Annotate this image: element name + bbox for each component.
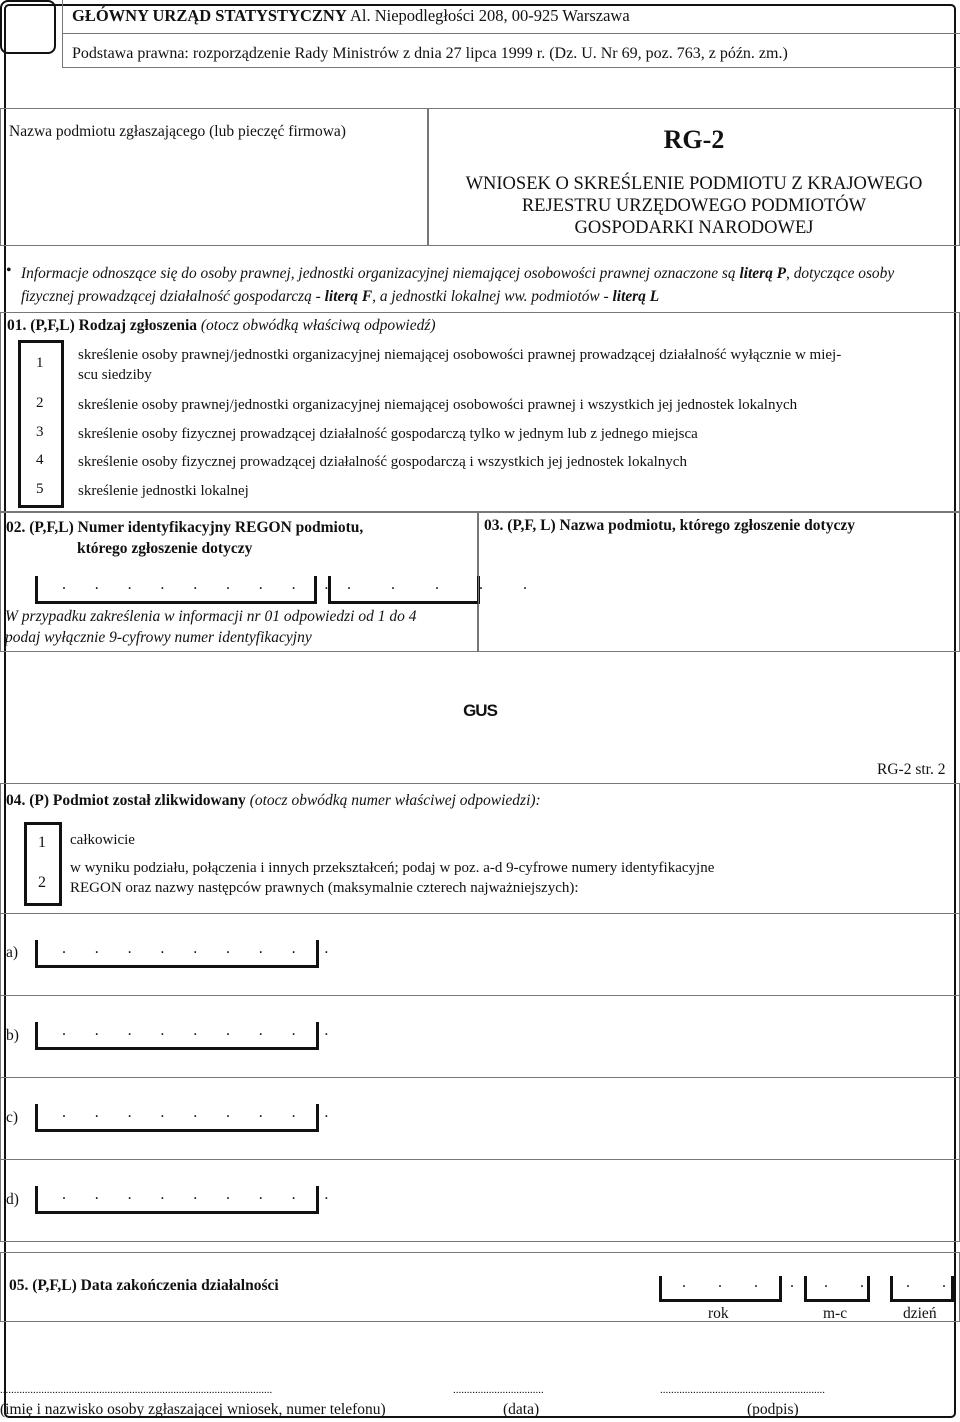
info-line-1-a: Informacje odnoszące się do osoby prawnej, jednostki organizacyjnej niemającej osobowości prawnej oznaczone są	[21, 265, 740, 282]
end-date-day-dots: . .	[906, 1274, 960, 1291]
option-5-number[interactable]: 5	[36, 481, 44, 497]
section-01-heading	[7, 317, 436, 335]
form-title-line-3: GOSPODARKI NARODOWEJ	[574, 218, 814, 238]
gus-logo-text: GUS	[4, 4, 956, 1418]
stamp-label: Nazwa podmiotu zgłaszającego (lub pieczęć firmowa)	[9, 123, 346, 140]
info-line-2	[21, 288, 659, 306]
option-1-text-line-2: scu siedziby	[78, 367, 152, 383]
header-bottom-rule	[62, 67, 960, 68]
signature-sign-line[interactable]: ............................................................	[660, 1384, 825, 1396]
option-1-text-line-1: skreślenie osoby prawnej/jednostki organizacyjnej niemającej osobowości prawnej prowadzącej działalność wyłącznie w miej-	[78, 347, 842, 363]
section-04-label: 04. (P) Podmiot został zlikwidowany	[6, 792, 246, 809]
successor-d-label: d)	[6, 1191, 19, 1208]
end-date-day-label: dzień	[903, 1305, 937, 1322]
info-letter-p: literą P	[739, 265, 787, 282]
info-letter-l: literą L	[612, 288, 660, 305]
successor-a-dots: . . . . . . . . .	[62, 940, 341, 957]
regon-note	[5, 606, 416, 648]
form-title-line-1: WNIOSEK O SKREŚLENIE PODMIOTU Z KRAJOWEGO	[465, 174, 923, 194]
form-title	[429, 173, 959, 239]
legal-basis: Podstawa prawna: rozporządzenie Rady Ministrów z dnia 27 lipca 1999 r. (Dz. U. Nr 69, poz. 763, z późn. zm.)	[72, 45, 788, 62]
successor-b-label: b)	[6, 1027, 19, 1044]
header-divider	[62, 33, 960, 34]
successor-d-dots: . . . . . . . . .	[62, 1186, 341, 1203]
end-date-year-dots: . . . .	[682, 1274, 808, 1291]
form-code: RG-2	[663, 125, 725, 154]
option-3-text[interactable]: skreślenie osoby fizycznej prowadzącej działalność gospodarczą tylko w jednym lub z jednego miejsca	[78, 426, 698, 442]
option-1-number[interactable]: 1	[36, 355, 44, 371]
successor-b-dots: . . . . . . . . .	[62, 1022, 341, 1039]
signature-date-line[interactable]: .................................	[453, 1384, 544, 1396]
successor-a-label: a)	[6, 944, 19, 961]
page-2-label: RG-2 str. 2	[877, 761, 946, 778]
regon-note-line-1: W przypadku zakreślenia w informacji nr 01 odpowiedzi od 1 do 4	[5, 608, 417, 625]
section-04-box	[0, 783, 960, 1242]
s04-option-2-text-line-2: REGON oraz nazwy następców prawnych (maksymalnie czterech najważniejszych):	[70, 880, 579, 896]
row-c-top-rule	[0, 1077, 960, 1078]
option-2-number[interactable]: 2	[36, 395, 44, 411]
info-bullet: •	[6, 262, 12, 279]
section-03-label: 03. (P,F, L) Nazwa podmiotu, którego zgłoszenie dotyczy	[484, 517, 855, 534]
option-2-text[interactable]: skreślenie osoby prawnej/jednostki organizacyjnej niemającej osobowości prawnej i wszystkich jej jednostek lokalnych	[78, 397, 798, 413]
form-title-line-2: REJESTRU URZĘDOWEGO PODMIOTÓW	[521, 196, 867, 216]
header-left-rule	[62, 0, 63, 68]
end-date-month-label: m-c	[823, 1305, 848, 1322]
info-line-2-c: , a jednostki lokalnej ww. podmiotów -	[372, 288, 613, 305]
signature-name-line[interactable]: ...................................................................................................	[0, 1384, 273, 1396]
row-a-top-rule	[0, 913, 960, 914]
institution-address: Al. Niepodległości 208, 00-925 Warszawa	[349, 6, 630, 25]
s04-option-2-text[interactable]	[70, 858, 714, 898]
section-03-box[interactable]	[478, 512, 960, 652]
end-date-month-dots: . .	[824, 1274, 878, 1291]
institution-header	[72, 6, 630, 26]
s04-option-1-text[interactable]: całkowicie	[70, 832, 135, 848]
regon-5-digit-dots: . . . . .	[347, 576, 545, 593]
s04-option-2-text-line-1: w wyniku podziału, połączenia i innych przekształceń; podaj w poz. a-d 9-cyfrowe numery identyfikacyjne	[70, 860, 715, 876]
info-line-1-c: , dotyczące osoby	[786, 265, 895, 282]
signature-date-caption: (data)	[503, 1401, 540, 1418]
option-4-number[interactable]: 4	[36, 452, 44, 468]
s04-option-2-number[interactable]: 2	[38, 874, 46, 891]
row-b-top-rule	[0, 995, 960, 996]
s04-option-1-number[interactable]: 1	[38, 834, 46, 851]
info-line-1	[21, 265, 894, 283]
successor-c-label: c)	[6, 1109, 19, 1126]
signature-name-caption: (imię i nazwisko osoby zgłaszającej wniosek, numer telefonu)	[0, 1401, 386, 1418]
option-5-text[interactable]: skreślenie jednostki lokalnej	[78, 483, 249, 499]
end-date-year-label: rok	[708, 1305, 729, 1322]
institution-name: GŁÓWNY URZĄD STATYSTYCZNY	[72, 6, 347, 25]
section-05-label: 05. (P,F,L) Data zakończenia działalności	[9, 1277, 279, 1294]
section-01-label: 01. (P,F,L) Rodzaj zgłoszenia	[7, 317, 198, 334]
stamp-field[interactable]	[0, 108, 428, 246]
section-02-label-line-2: którego zgłoszenie dotyczy	[77, 540, 253, 557]
option-4-text[interactable]: skreślenie osoby fizycznej prowadzącej działalność gospodarczą i wszystkich jej jednostek lokalnych	[78, 454, 687, 470]
section-02-label	[6, 517, 363, 559]
regon-9-digit-dots: . . . . . . . . .	[62, 576, 341, 593]
section-04-hint: (otocz obwódką numer właściwej odpowiedzi):	[249, 792, 541, 809]
section-02-label-line-1: 02. (P,F,L) Numer identyfikacyjny REGON podmiotu,	[6, 519, 364, 536]
row-d-top-rule	[0, 1159, 960, 1160]
form-title-box	[428, 108, 960, 246]
info-letter-f: literą F	[324, 288, 373, 305]
info-line-2-a: fizycznej prowadzącej działalność gospodarczą -	[21, 288, 325, 305]
option-1-text[interactable]	[78, 345, 948, 385]
section-01-hint: (otocz obwódką właściwą odpowiedź)	[200, 317, 436, 334]
section-04-heading	[6, 792, 541, 810]
regon-note-line-2: podaj wyłącznie 9-cyfrowy numer identyfikacyjny	[5, 629, 312, 646]
option-3-number[interactable]: 3	[36, 424, 44, 440]
successor-c-dots: . . . . . . . . .	[62, 1104, 341, 1121]
signature-sign-caption: (podpis)	[747, 1401, 799, 1418]
